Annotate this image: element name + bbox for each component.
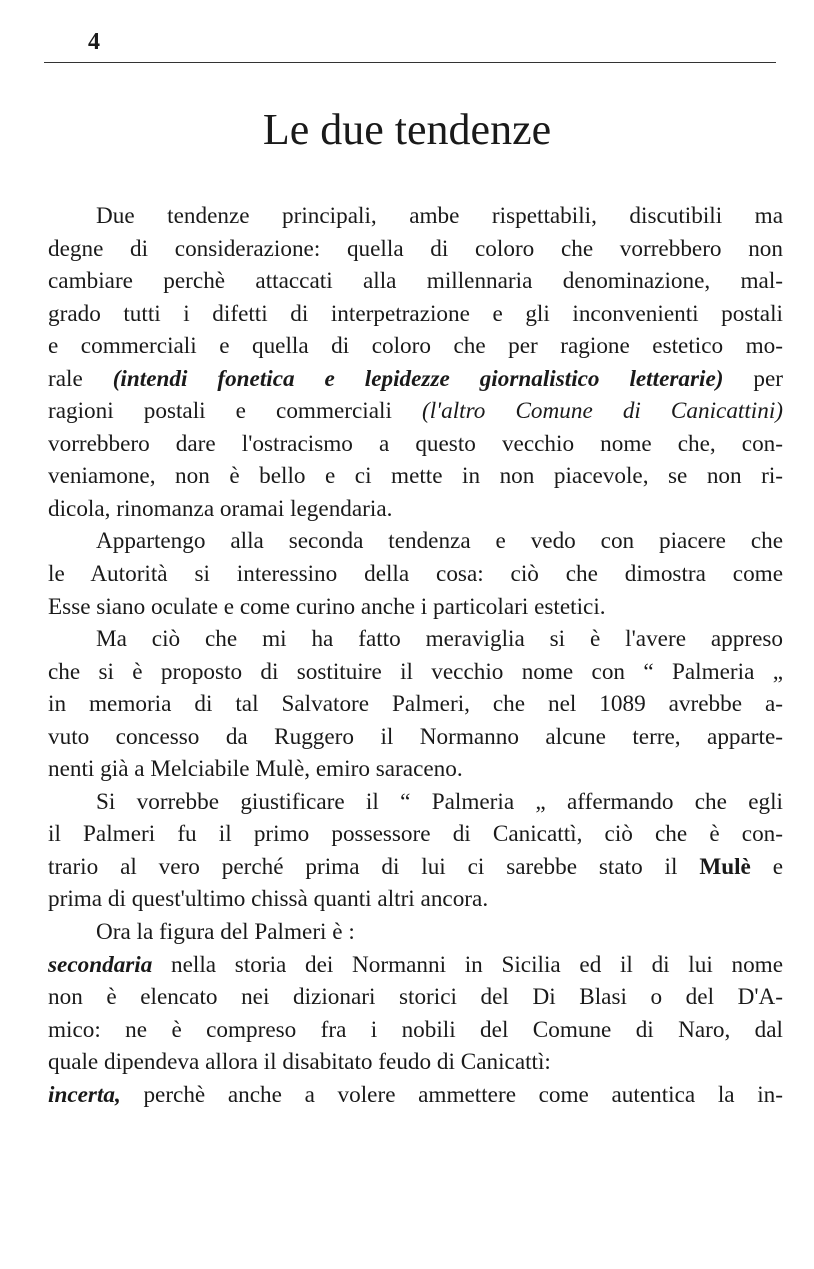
text-line: Due tendenze principali, ambe rispettabili, discutibili ma [96,203,783,229]
bold-name: Mulè [699,853,751,880]
text-line: Esse siano oculate e come curino anche i particolari estetici. [48,593,606,620]
italic-keyword: incerta, [48,1081,121,1108]
text-line: trario al vero perché prima di lui ci sarebbe stato il Mulè e [48,853,783,880]
text-line: Si vorrebbe giustificare il “ Palmeria „ affermando che egli [96,788,783,815]
text-line: cambiare perchè attaccati alla millennaria denominazione, mal- [48,268,783,295]
italic-phrase: (l'altro Comune di Canicattini) [422,398,783,425]
text-line: che si è proposto di sostituire il vecchio nome con “ Palmeria „ [48,658,783,685]
text-line: Ora la figura del Palmeri è : [96,919,355,946]
text-line: quale dipendeva allora il disabitato feudo di Canicattì: [48,1049,551,1076]
text-line: dicola, rinomanza oramai legendaria. [48,495,393,522]
text-line: veniamone, non è bello e ci mette in non piacevole, se non ri- [48,463,783,490]
page-number: 4 [88,29,100,55]
text-line: degne di considerazione: quella di coloro che vorrebbero non [48,235,783,262]
text-line: Appartengo alla seconda tendenza e vedo con piacere che [96,528,783,555]
chapter-title: Le due tendenze [262,105,552,154]
text-line: ragioni postali e commerciali (l'altro Comune di Canicattini) [48,398,783,425]
text-line: Ma ciò che mi ha fatto meraviglia si è l'avere appreso [96,626,783,653]
text-line: le Autorità si interessino della cosa: ciò che dimostra come [48,561,783,588]
italic-phrase: (intendi fonetica e lepidezze giornalistico letterarie) [112,365,724,392]
header-rule [44,62,776,63]
text-line: e commerciali e quella di coloro che per ragione estetico mo- [48,333,783,360]
text-line: vuto concesso da Ruggero il Normanno alcune terre, apparte- [48,723,783,750]
text-line: nenti già a Melciabile Mulè, emiro saraceno. [48,756,463,783]
text-line: non è elencato nei dizionari storici del Di Blasi o del D'A- [48,984,783,1011]
text-line: mico: ne è compreso fra i nobili del Comune di Naro, dal [48,1016,783,1043]
text-line: il Palmeri fu il primo possessore di Canicattì, ciò che è con- [48,821,783,848]
body-text [48,200,783,1111]
text-line: grado tutti i difetti di interpetrazione e gli inconvenienti postali [48,300,783,327]
text-line: in memoria di tal Salvatore Palmeri, che nel 1089 avrebbe a- [48,691,783,718]
text-line: secondaria nella storia dei Normanni in Sicilia ed il di lui nome [48,951,783,978]
text-line: incerta, perchè anche a volere ammettere come autentica la in- [48,1081,783,1108]
text-line: prima di quest'ultimo chissà quanti altri ancora. [48,886,489,913]
italic-keyword: secondaria [48,951,153,978]
text-line: rale (intendi fonetica e lepidezze giornalistico letterarie) per [48,365,783,392]
text-line: vorrebbero dare l'ostracismo a questo vecchio nome che, con- [48,430,783,457]
